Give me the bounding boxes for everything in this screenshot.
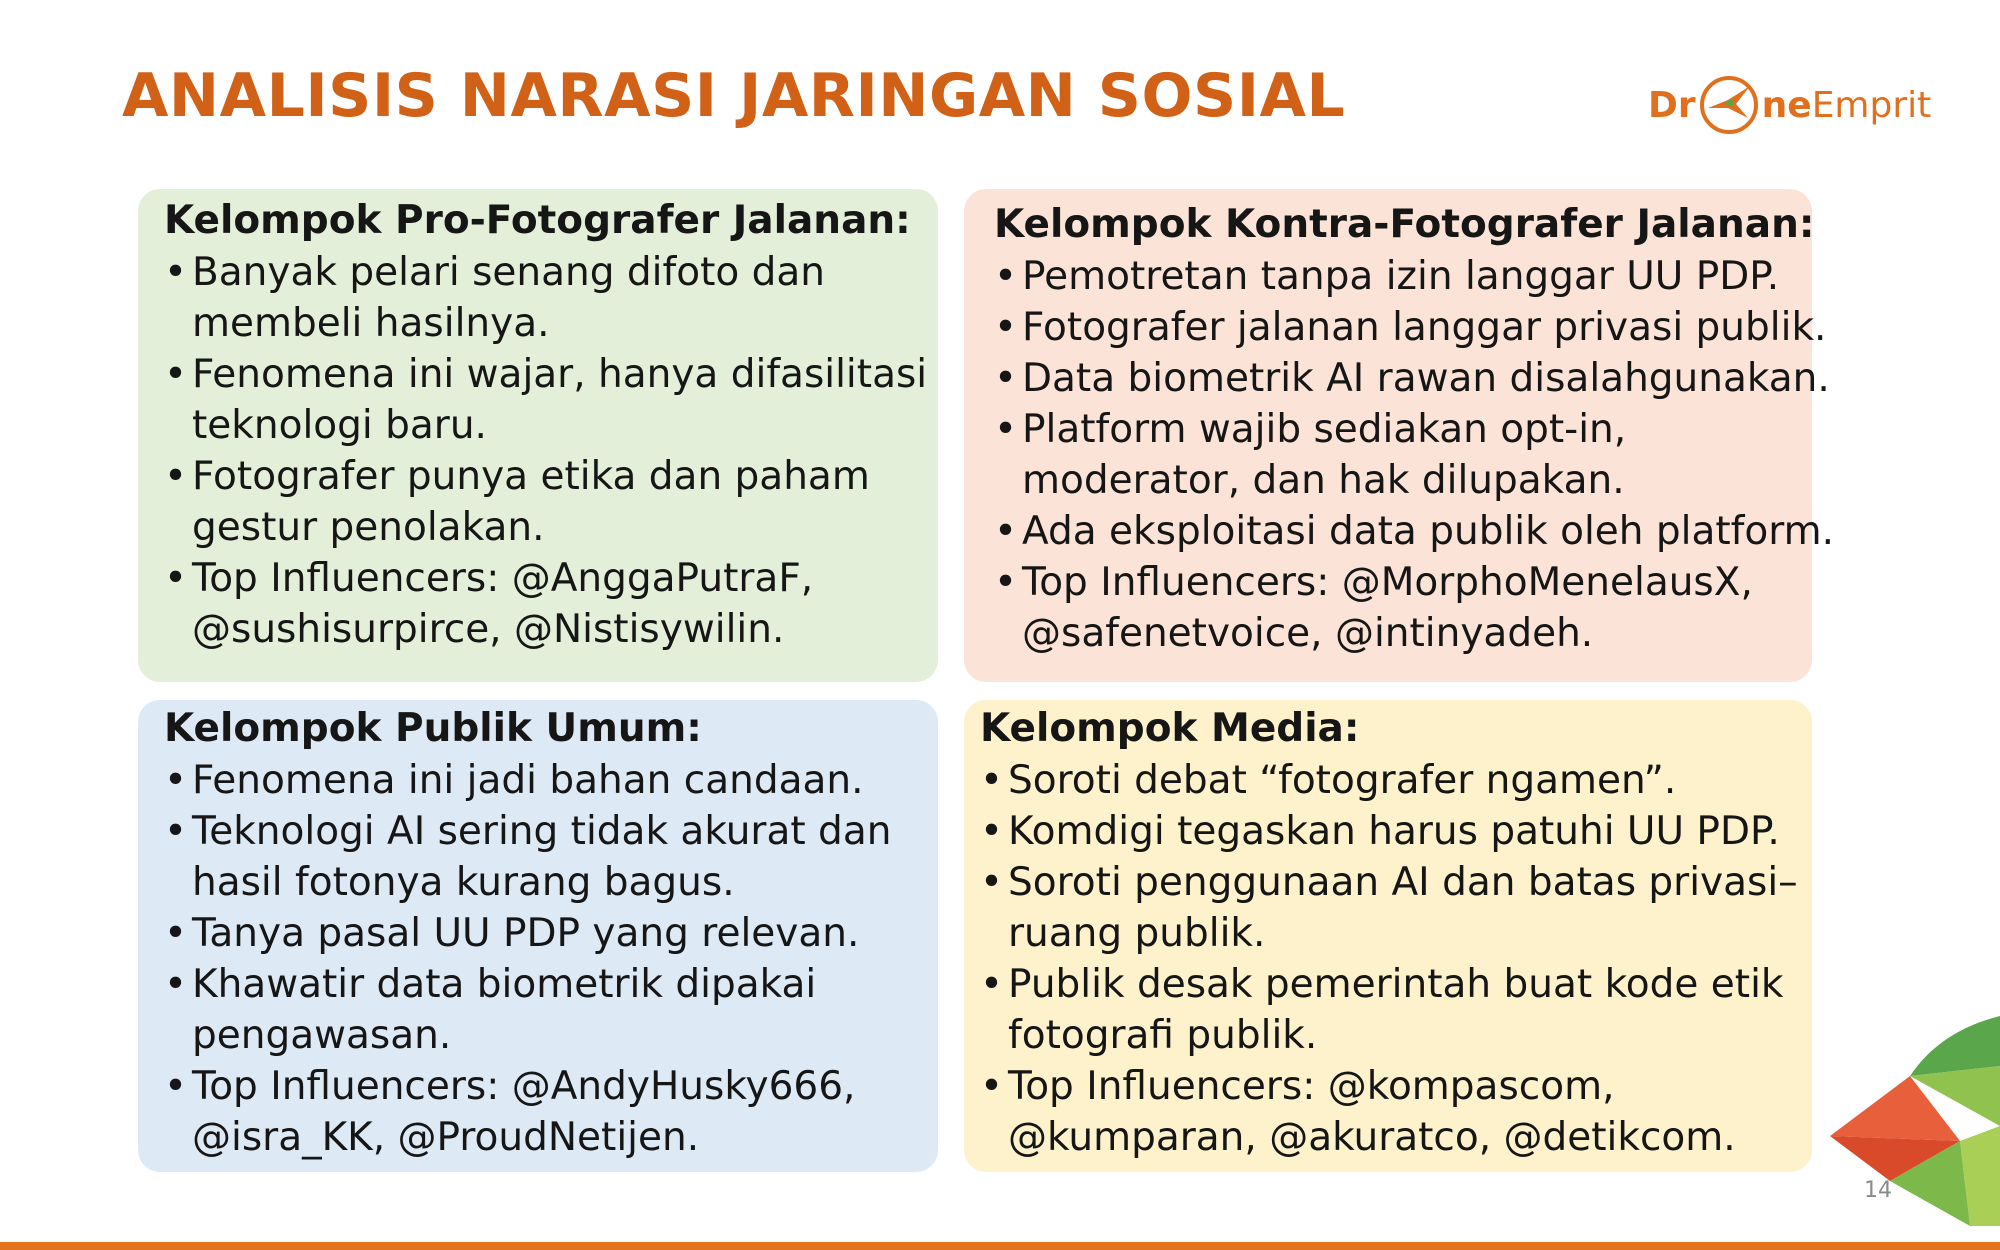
list-item <box>994 404 1804 506</box>
line-text: Platform wajib sediakan opt-in, <box>1022 407 1627 452</box>
line-text: @sushisurpirce, @Nistisywilin. <box>192 607 785 652</box>
line-text: Teknologi AI sering tidak akurat dan <box>192 809 892 854</box>
list-item <box>164 349 930 451</box>
logo-text-1: Dr <box>1648 84 1696 126</box>
list-item <box>994 251 1804 302</box>
list-item <box>980 806 1804 857</box>
line-text: Tanya pasal UU PDP yang relevan. <box>192 911 860 956</box>
list-item <box>980 959 1804 1061</box>
line-text: Publik desak pemerintah buat kode etik <box>1008 962 1784 1007</box>
bottom-accent-bar <box>0 1242 2000 1250</box>
line-text: Soroti penggunaan AI dan batas privasi– <box>1008 860 1798 905</box>
line-text: @isra_KK, @ProudNetijen. <box>192 1115 700 1160</box>
card-general-public <box>138 700 938 1172</box>
line-text: Top Influencers: @AnggaPutraF, <box>192 556 814 601</box>
line-text: fotografi publik. <box>1008 1013 1318 1058</box>
card-title: Kelompok Media: <box>980 706 1360 751</box>
line-text: Fenomena ini wajar, hanya difasilitasi <box>192 352 928 397</box>
page-number: 14 <box>1864 1178 1892 1203</box>
line-text: Fotografer punya etika dan paham <box>192 454 870 499</box>
card-pro-street-photographer <box>138 189 938 682</box>
line-text: Top Influencers: @MorphoMenelausX, <box>1022 560 1753 605</box>
bullet-list <box>164 247 930 655</box>
logo-text-2: ne <box>1761 84 1812 126</box>
list-item <box>164 451 930 553</box>
line-text: Soroti debat “fotografer ngamen”. <box>1008 758 1677 803</box>
line-text: Top Influencers: @kompascom, <box>1008 1064 1615 1109</box>
list-item <box>164 553 930 655</box>
line-text: hasil fotonya kurang bagus. <box>192 860 735 905</box>
line-text: pengawasan. <box>192 1013 452 1058</box>
line-text: Top Influencers: @AndyHusky666, <box>192 1064 856 1109</box>
bullet-list <box>164 755 930 1163</box>
line-text: membeli hasilnya. <box>192 301 550 346</box>
line-text: ruang publik. <box>1008 911 1266 956</box>
list-item <box>994 353 1830 404</box>
list-item <box>994 506 1835 557</box>
list-item <box>994 557 1804 659</box>
card-title: Kelompok Kontra-Fotografer Jalanan: <box>994 202 1815 247</box>
card-title: Kelompok Pro-Fotografer Jalanan: <box>164 198 911 243</box>
line-text: moderator, dan hak dilupakan. <box>1022 458 1625 503</box>
list-item <box>164 1061 930 1163</box>
line-text: Data biometrik AI rawan disalahgunakan. <box>1022 356 1830 401</box>
line-text: @kumparan, @akuratco, @detikcom. <box>1008 1115 1736 1160</box>
line-text: Ada eksploitasi data publik oleh platform. <box>1022 509 1835 554</box>
list-item <box>980 857 1804 959</box>
line-text: Fenomena ini jadi bahan candaan. <box>192 758 864 803</box>
list-item <box>164 806 930 908</box>
list-item <box>994 302 1827 353</box>
line-text: gestur penolakan. <box>192 505 545 550</box>
decorative-leaf-icon <box>1820 1016 2000 1226</box>
line-text: Fotografer jalanan langgar privasi publik. <box>1022 305 1827 350</box>
card-title: Kelompok Publik Umum: <box>164 706 702 751</box>
list-item <box>164 959 930 1061</box>
line-text: Pemotretan tanpa izin langgar UU PDP. <box>1022 254 1780 299</box>
line-text: @safenetvoice, @intinyadeh. <box>1022 611 1594 656</box>
brand-logo <box>1648 70 1931 140</box>
card-contra-street-photographer <box>964 189 1835 682</box>
line-text: Khawatir data biometrik dipakai <box>192 962 817 1007</box>
list-item <box>980 1061 1804 1163</box>
logo-text-3: Emprit <box>1811 84 1932 126</box>
list-item <box>164 908 930 959</box>
line-text: teknologi baru. <box>192 403 487 448</box>
line-text: Komdigi tegaskan harus patuhi UU PDP. <box>1008 809 1780 854</box>
page-title: ANALISIS NARASI JARINGAN SOSIAL <box>122 61 1346 131</box>
list-item <box>980 755 1804 806</box>
card-media <box>964 700 1812 1172</box>
bullet-list <box>980 755 1804 1163</box>
list-item <box>164 247 930 349</box>
bullet-list <box>994 251 1835 659</box>
line-text: Banyak pelari senang difoto dan <box>192 250 825 295</box>
list-item <box>164 755 930 806</box>
drone-bird-icon <box>1698 74 1760 136</box>
